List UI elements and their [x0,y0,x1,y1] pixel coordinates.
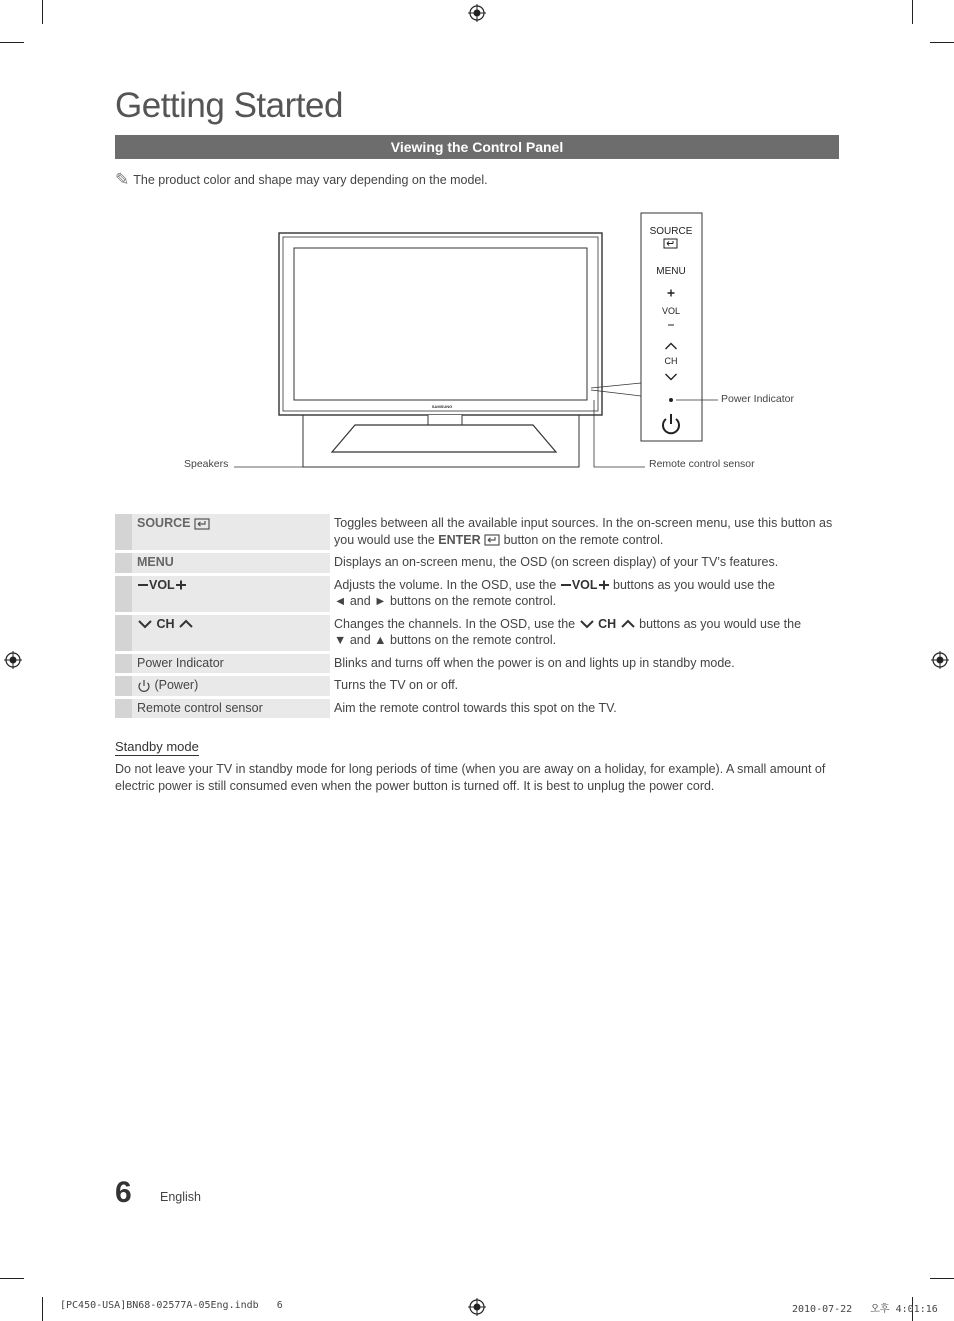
control-description: Aim the remote control towards this spot on the TV. [334,700,617,715]
crop-mark [930,42,954,43]
panel-menu-label: MENU [656,266,686,277]
row-swatch [115,576,132,612]
row-swatch [115,654,132,674]
remote-sensor-label: Remote control sensor [649,458,755,470]
enter-icon [194,518,210,530]
print-timestamp: 2010-07-22 오후 4:01:16 [792,1304,938,1315]
plus-icon [175,580,187,590]
standby-paragraph: Do not leave your TV in standby mode for long periods of time (when you are away on a holiday, for example). A small amount of electric power is still consumed even when the power button is turned off. It is best to unplug the power cord. [115,762,826,793]
tv-stand-base [332,425,556,452]
registration-mark-icon [468,4,486,22]
enter-icon [484,534,500,546]
page-title: Getting Started [115,86,343,125]
row-swatch [115,514,132,550]
crop-mark [930,1278,954,1279]
row-swatch [115,676,132,696]
control-description: Displays an on-screen menu, the OSD (on screen display) of your TV’s features. [334,555,779,569]
panel-source-label: SOURCE [649,226,693,237]
crop-mark [0,42,24,43]
crop-mark [42,1297,43,1321]
controls-table [115,511,839,721]
row-swatch [115,615,132,651]
control-description: Turns the TV on or off. [334,678,459,692]
speakers-label: Speakers [184,458,229,470]
note [115,170,488,190]
control-name: SOURCE [132,514,330,550]
minus-icon [137,580,149,590]
crop-mark [0,1278,24,1279]
power-indicator-label: Power Indicator [721,393,794,405]
chevron-up-icon [620,618,636,630]
pencil-note-icon: ✎ [115,170,130,189]
control-description: Blinks and turns off when the power is on and lights up in standby mode. [334,655,735,670]
crop-mark [42,0,43,24]
table-row [115,615,839,651]
control-description: Adjusts the volume. In the OSD, use the VOL buttons as you would use the ◄ and ► buttons on the remote control. [334,577,775,608]
side-control-panel [641,213,702,441]
chevron-up-icon [178,618,194,630]
chevron-down-icon [137,618,153,630]
crop-mark [912,0,913,24]
control-description: Toggles between all the available input sources. In the on-screen menu, use this button as you would use the ENTER button on the remote control. [334,516,833,547]
registration-mark-icon [931,651,949,669]
note-text: The product color and shape may vary depending on the model. [133,173,488,187]
minus-icon [560,580,572,590]
chevron-down-icon [579,618,595,630]
table-row [115,514,839,550]
row-swatch [115,553,132,573]
panel-ch-label: CH [664,356,678,366]
control-name: Remote control sensor [132,699,330,719]
page-language: English [160,1190,201,1204]
control-name: MENU [132,553,330,573]
table-row [115,553,839,573]
print-file-info: [PC450-USA]BN68-02577A-05Eng.indb 6 [60,1300,283,1311]
row-swatch [115,699,132,719]
table-row [115,699,839,719]
control-name: VOL [132,576,330,612]
standby-heading: Standby mode [115,739,199,754]
page-number: 6 [115,1176,132,1209]
tv-control-panel-diagram [175,205,815,475]
power-indicator-led [669,398,673,402]
control-description: Changes the channels. In the OSD, use the CH buttons as you would use the ▼ and ▲ buttons on the remote control. [334,616,802,647]
section-heading: Viewing the Control Panel [115,135,839,159]
control-name: CH [132,615,330,651]
table-row [115,676,839,696]
tv-screen [294,248,587,400]
registration-mark-icon [4,651,22,669]
control-name: Power Indicator [132,654,330,674]
registration-mark-icon [468,1298,486,1316]
control-name: (Power) [132,676,330,696]
plus-icon [598,580,610,590]
tv-brand-logo: SAMSUNG [431,404,453,409]
table-row [115,576,839,612]
power-icon [137,679,151,693]
panel-vol-label: VOL [661,306,681,316]
table-row [115,654,839,674]
